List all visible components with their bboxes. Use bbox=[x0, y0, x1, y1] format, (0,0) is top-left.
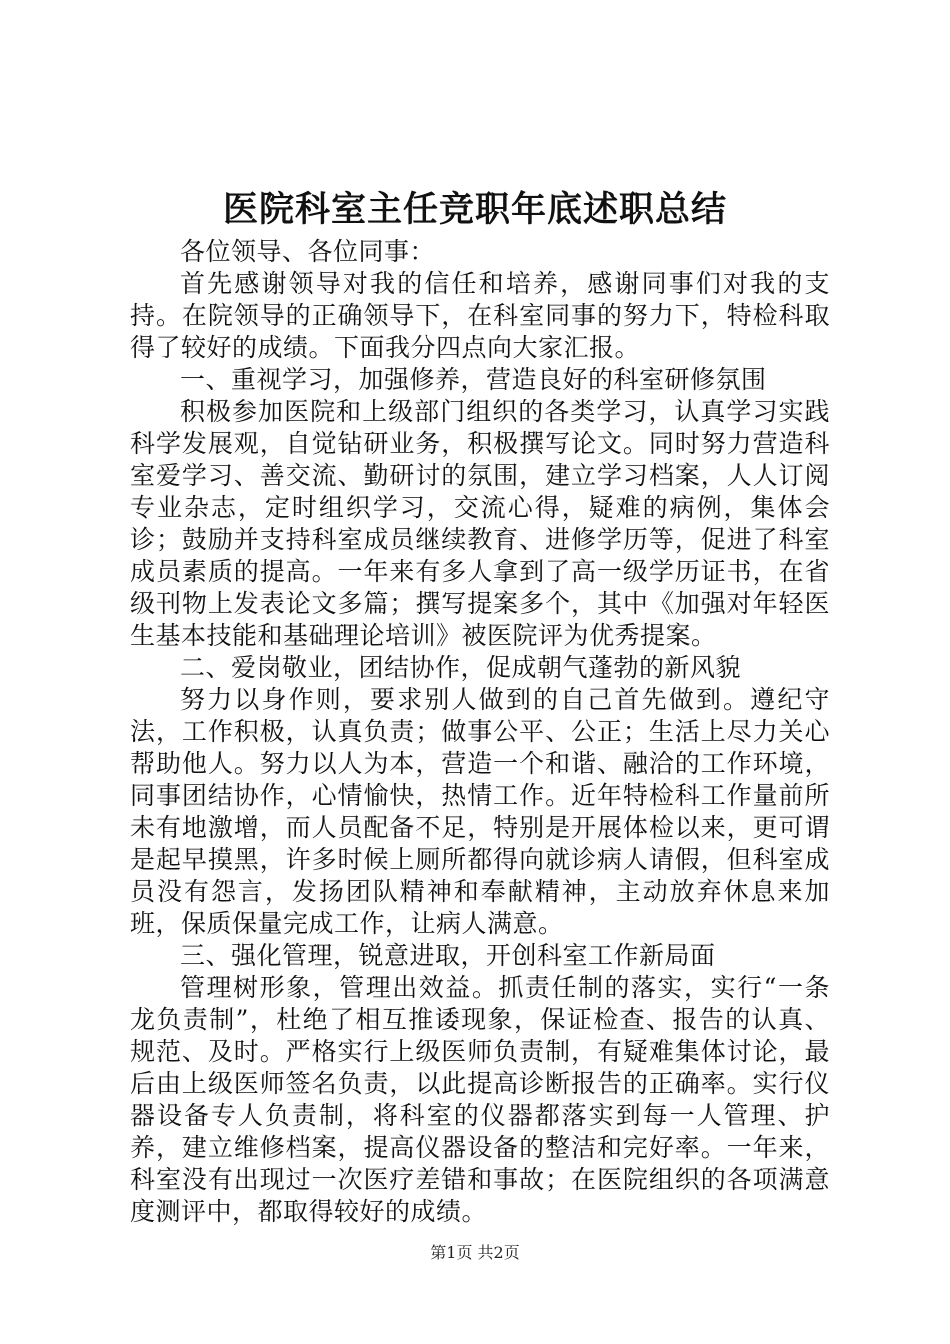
intro-paragraph: 首先感谢领导对我的信任和培养，感谢同事们对我的支持。在院领导的正确领导下，在科室同事的努力下，特检科取得了较好的成绩。下面我分四点向大家汇报。 bbox=[130, 269, 830, 362]
document-body bbox=[130, 236, 830, 1228]
section-body-1: 积极参加医院和上级部门组织的各类学习，认真学习实践科学发展观，自觉钻研业务，积极撰写论文。同时努力营造科室爱学习、善交流、勤研讨的氛围，建立学习档案，人人订阅专业杂志，定时组织学习，交流心得，疑难的病例，集体会诊；鼓励并支持科室成员继续教育、进修学历等，促进了科室成员素质的提高。一年来有多人拿到了高一级学历证书，在省级刊物上发表论文多篇；撰写提案多个，其中《加强对年轻医生基本技能和基础理论培训》被医院评为优秀提案。 bbox=[130, 397, 830, 650]
greeting-paragraph: 各位领导、各位同事： bbox=[180, 237, 436, 266]
section-heading-1: 一、重视学习，加强修养，营造良好的科室研修氛围 bbox=[180, 365, 767, 394]
section-heading-3: 三、强化管理，锐意进取，开创科室工作新局面 bbox=[180, 941, 716, 970]
document-title: 医院科室主任竞职年底述职总结 bbox=[222, 189, 727, 230]
section-body-2: 努力以身作则，要求别人做到的自己首先做到。遵纪守法，工作积极，认真负责；做事公平、公正；生活上尽力关心帮助他人。努力以人为本，营造一个和谐、融洽的工作环境，同事团结协作，心情愉快，热情工作。近年特检科工作量前所未有地激增，而人员配备不足，特别是开展体检以来，更可谓是起早摸黑，许多时候上厕所都得向就诊病人请假，但科室成员没有怨言，发扬团队精神和奉献精神，主动放弃休息来加班，保质保量完成工作，让病人满意。 bbox=[130, 685, 830, 938]
page-footer: 第1页 共2页 bbox=[430, 1243, 520, 1262]
section-body-3: 管理树形象，管理出效益。抓责任制的落实，实行“一条龙负责制”，杜绝了相互推诿现象，保证检查、报告的认真、规范、及时。严格实行上级医师负责制，有疑难集体讨论，最后由上级医师签名负责，以此提高诊断报告的正确率。实行仪器设备专人负责制，将科室的仪器都落实到每一人管理、护养，建立维修档案，提高仪器设备的整洁和完好率。一年来，科室没有出现过一次医疗差错和事故；在医院组织的各项满意度测评中，都取得较好的成绩。 bbox=[130, 973, 830, 1226]
section-heading-2: 二、爱岗敬业，团结协作，促成朝气蓬勃的新风貌 bbox=[180, 653, 742, 682]
